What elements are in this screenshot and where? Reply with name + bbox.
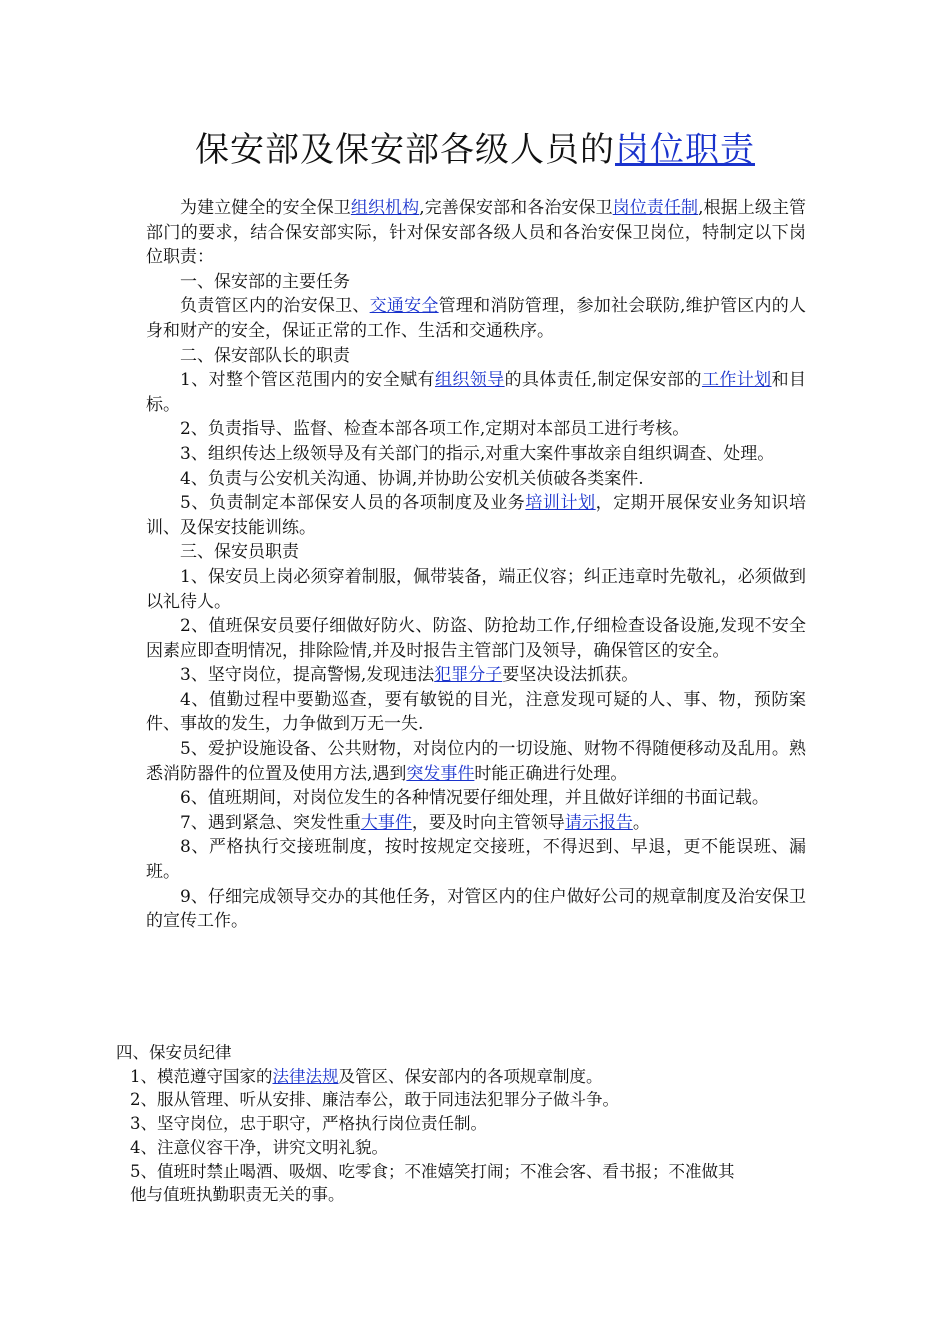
paragraph-text: ,完善保安部和各治安保卫 [419, 198, 613, 218]
list-item-continuation: 他与值班执勤职责无关的事。 [130, 1185, 345, 1205]
paragraph-text: 1、对整个管区范围内的安全赋有 [180, 370, 435, 391]
paragraph-text: 。 [632, 812, 650, 833]
paragraph-text: 2、服从管理、听从安排、廉洁奉公，敢于同违法犯罪分子做斗争。 [130, 1090, 619, 1110]
paragraph [146, 565, 806, 614]
paragraph-text: 8、严格执行交接班制度，按时按规定交接班，不得迟到、早退，更不能误班、漏班。 [146, 837, 806, 883]
inline-link[interactable]: 大事件 [360, 812, 412, 833]
paragraph-text: 三、保安员职责 [180, 542, 299, 563]
section-heading: 四、保安员纪律 [116, 1043, 232, 1062]
title-text: 保安部及保安部各级人员的 [195, 130, 615, 170]
paragraph-text: 4、注意仪容干净，讲究文明礼貌。 [130, 1137, 388, 1157]
paragraph [146, 786, 806, 811]
paragraph-text: 的具体责任,制定保安部的 [504, 370, 702, 391]
paragraph-text: 5、负责制定本部保安人员的各项制度及业务 [180, 493, 526, 514]
paragraph [146, 467, 806, 492]
inline-link[interactable]: 组织领导 [434, 370, 505, 391]
inline-link[interactable]: 交通安全 [369, 296, 439, 317]
paragraph [146, 344, 806, 369]
paragraph-text: 9、仔细完成领导交办的其他任务，对管区内的住户做好公司的规章制度及治安保卫的宣传工作。 [146, 886, 806, 932]
paragraph-text: 管理和消防管理，参加社会联防,维护管区内的人身和财产的安全，保证正常的工作、生活和交通秩序。 [146, 296, 807, 341]
paragraph [146, 270, 806, 295]
paragraph-text: ，要及时向主管领导 [411, 812, 565, 833]
paragraph-text: 5、爱护设施设备、公共财物，对岗位内的一切设施、财物不得随便移动及乱用。熟悉消防器件的位置及使用方法,遇到 [146, 739, 806, 784]
paragraph [146, 196, 806, 270]
list-item [116, 1065, 836, 1089]
paragraph [146, 442, 806, 467]
paragraph-text: 1、保安员上岗必须穿着制服，佩带装备，端正仪容；纠正违章时先敬礼，必须做到以礼待人。 [146, 566, 806, 612]
paragraph [146, 663, 806, 688]
paragraph-text: 3、组织传达上级领导及有关部门的指示,对重大案件事故亲自组织调查、处理。 [180, 443, 775, 464]
paragraph-text: 一、保安部的主要任务 [180, 271, 350, 292]
paragraph [146, 540, 806, 565]
paragraph [146, 294, 806, 343]
paragraph-text: 5、值班时禁止喝酒、吸烟、吃零食；不准嬉笑打闹；不准会客、看书报；不准做其 [130, 1161, 735, 1181]
inline-link[interactable]: 突发事件 [406, 763, 475, 784]
inline-link[interactable]: 岗位责任制 [612, 198, 699, 218]
list-item [116, 1088, 836, 1112]
inline-link[interactable]: 工作计划 [701, 370, 772, 391]
paragraph-text: 及管区、保安部内的各项规章制度。 [338, 1066, 603, 1086]
paragraph-text: 时能正确进行处理。 [474, 763, 628, 784]
paragraph [146, 835, 806, 884]
paragraph-text: 4、负责与公安机关沟通、协调,并协助公安机关侦破各类案件. [180, 468, 644, 489]
document-title [0, 126, 950, 174]
paragraph-text: 2、负责指导、监督、检查本部各项工作,定期对本部员工进行考核。 [180, 419, 690, 440]
list-item [116, 1112, 836, 1136]
paragraph-text: 负责管区内的治安保卫、 [180, 296, 370, 317]
paragraph [146, 885, 806, 934]
inline-link[interactable]: 法律法规 [272, 1066, 339, 1086]
paragraph [146, 811, 806, 836]
paragraph-text: 为建立健全的安全保卫 [180, 198, 351, 218]
paragraph-text: 1、模范遵守国家的 [130, 1066, 273, 1086]
paragraph [146, 737, 806, 786]
paragraph [146, 368, 806, 417]
inline-link[interactable]: 培训计划 [525, 493, 596, 514]
paragraph-text: 6、值班期间，对岗位发生的各种情况要仔细处理，并且做好详细的书面记载。 [180, 788, 769, 809]
paragraph-text: 7、遇到紧急、突发性重 [180, 812, 361, 833]
list-item [116, 1136, 836, 1160]
paragraph-text: 二、保安部队长的职责 [180, 345, 350, 366]
paragraph-text: 2、值班保安员要仔细做好防火、防盗、防抢劫工作,仔细检查设备设施,发现不安全因素应即查明情况，排除险情,并及时报告主管部门及领导，确保管区的安全。 [146, 616, 806, 661]
paragraph-text: 3、坚守岗位，提高警惕,发现违法 [180, 665, 435, 686]
paragraph [146, 491, 806, 540]
paragraph-text: ，定期开展保安业务知识培训、及保安技能训练。 [146, 493, 806, 538]
paragraph [146, 417, 806, 442]
section-discipline [116, 1041, 836, 1207]
inline-link[interactable]: 请示报告 [564, 812, 633, 833]
paragraph-text: 3、坚守岗位，忠于职守，严格执行岗位责任制。 [130, 1114, 487, 1134]
paragraph-text: ,根据上级主管部门的要求，结合保安部实际，针对保安部各级人员和各治安保卫岗位，特制定以下岗位职责： [146, 198, 807, 268]
paragraph [146, 688, 806, 737]
inline-link[interactable]: 犯罪分子 [434, 665, 503, 686]
list-item [116, 1160, 836, 1184]
paragraph-text: 和目标。 [146, 370, 806, 415]
paragraph-text: 要坚决设法抓获。 [502, 665, 639, 686]
title-link[interactable]: 岗位职责 [615, 130, 755, 170]
paragraph [146, 614, 806, 663]
inline-link[interactable]: 组织机构 [350, 198, 420, 218]
paragraph-text: 4、值勤过程中要勤巡查，要有敏锐的目光，注意发现可疑的人、事、物，预防案件、事故的发生，力争做到万无一失. [146, 689, 806, 735]
document-body [146, 196, 806, 934]
